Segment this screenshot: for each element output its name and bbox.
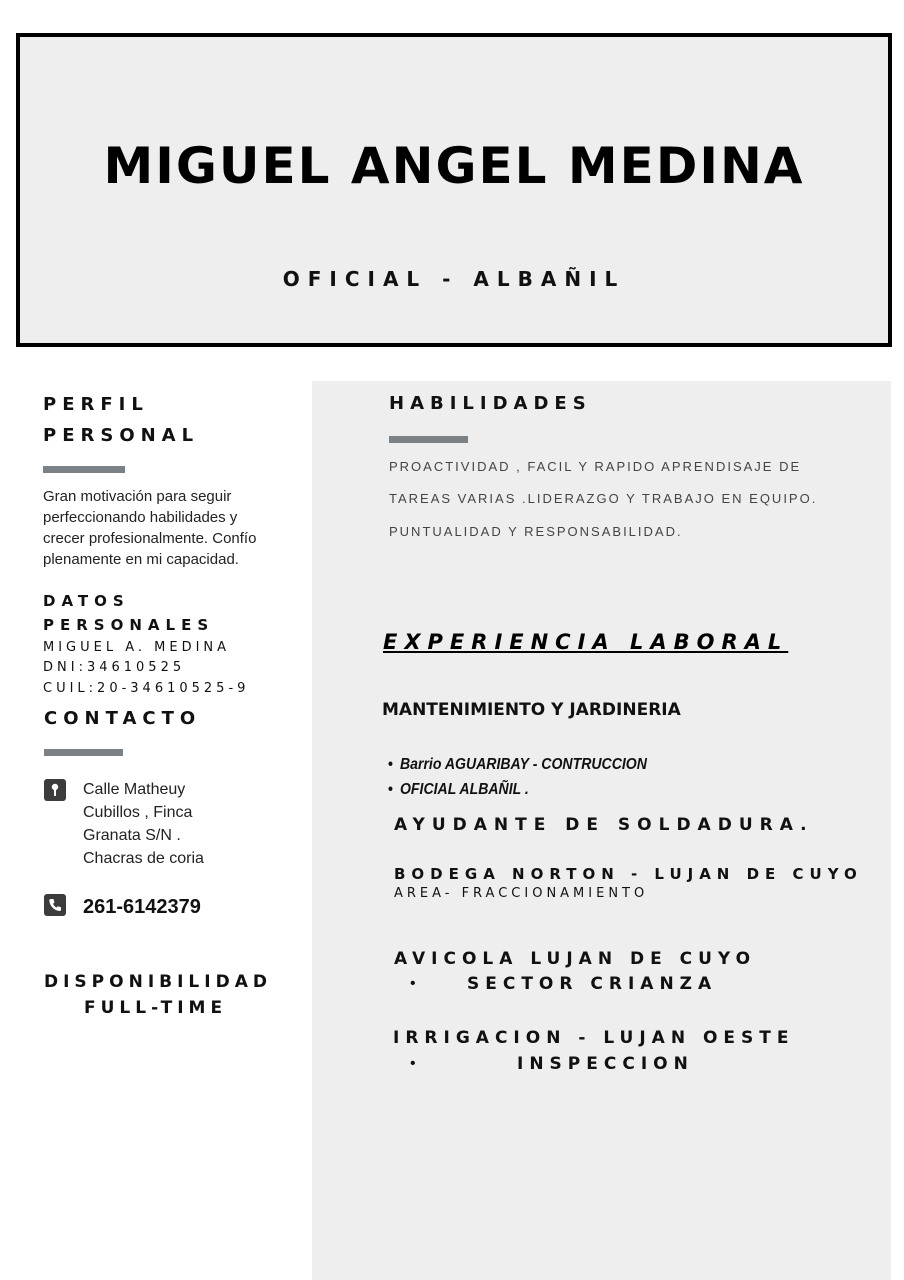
datos-title-line2: PERSONALES [43, 616, 215, 634]
job-mantenimiento: MANTENIMIENTO Y JARDINERIA [382, 700, 681, 720]
habilidades-divider [389, 436, 468, 443]
perfil-divider [43, 466, 125, 473]
job-avicola-bullet: • [410, 975, 416, 992]
address-line: Chacras de coria [83, 850, 204, 867]
phone-icon [44, 894, 66, 916]
datos-dni: DNI:34610525 [43, 660, 186, 675]
perfil-title-line2: PERSONAL [43, 425, 200, 446]
disponibilidad-line1: DISPONIBILIDAD [44, 972, 272, 992]
job1-bullet: • Barrio AGUARIBAY - CONTRUCCION [388, 752, 647, 777]
perfil-text-line: Gran motivación para seguir [43, 488, 232, 505]
job1-bullet-list [388, 752, 682, 802]
job-bodega: BODEGA NORTON - LUJAN DE CUYO [394, 865, 863, 883]
job-irrigacion: IRRIGACION - LUJAN OESTE [393, 1028, 795, 1048]
address-line: Calle Matheuy [83, 781, 186, 798]
perfil-text-line: plenamente en mi capacidad. [43, 551, 239, 568]
candidate-name: MIGUEL ANGEL MEDINA [103, 137, 805, 195]
phone-number: 261-6142379 [83, 896, 201, 918]
job1-bullet: • OFICIAL ALBAÑIL . [388, 777, 647, 802]
perfil-text-line: perfeccionando habilidades y [43, 509, 238, 526]
contacto-title: CONTACTO [44, 708, 202, 729]
contacto-divider [44, 749, 123, 756]
address-line: Cubillos , Finca [83, 804, 193, 821]
location-pin-icon [44, 779, 66, 801]
datos-name: MIGUEL A. MEDINA [43, 640, 231, 655]
disponibilidad-line2: FULL-TIME [84, 998, 228, 1018]
candidate-role: OFICIAL - ALBAÑIL [282, 267, 626, 291]
experiencia-title: EXPERIENCIA LABORAL [383, 630, 789, 654]
perfil-text-line: crecer profesionalmente. Confío [43, 530, 257, 547]
habilidades-line: PUNTUALIDAD Y RESPONSABILIDAD. [389, 524, 683, 539]
job-soldadura: AYUDANTE DE SOLDADURA. [394, 815, 814, 835]
habilidades-title: HABILIDADES [389, 393, 592, 414]
datos-title-line1: DATOS [43, 592, 130, 610]
perfil-title-line1: PERFIL [43, 394, 149, 415]
job-irrigacion-sector: INSPECCION [517, 1054, 694, 1074]
habilidades-line: TAREAS VARIAS .LIDERAZGO Y TRABAJO EN EQUIPO. [389, 491, 818, 506]
job-irrigacion-bullet: • [410, 1055, 416, 1072]
job-avicola: AVICOLA LUJAN DE CUYO [394, 949, 757, 969]
address-line: Granata S/N . [83, 827, 181, 844]
job-bodega-area: AREA- FRACCIONAMIENTO [394, 886, 649, 901]
habilidades-line: PROACTIVIDAD , FACIL Y RAPIDO APRENDISAJE DE [389, 459, 802, 474]
header-box [16, 33, 892, 347]
datos-cuil: CUIL:20-34610525-9 [43, 681, 250, 696]
job-avicola-sector: SECTOR CRIANZA [467, 974, 718, 994]
